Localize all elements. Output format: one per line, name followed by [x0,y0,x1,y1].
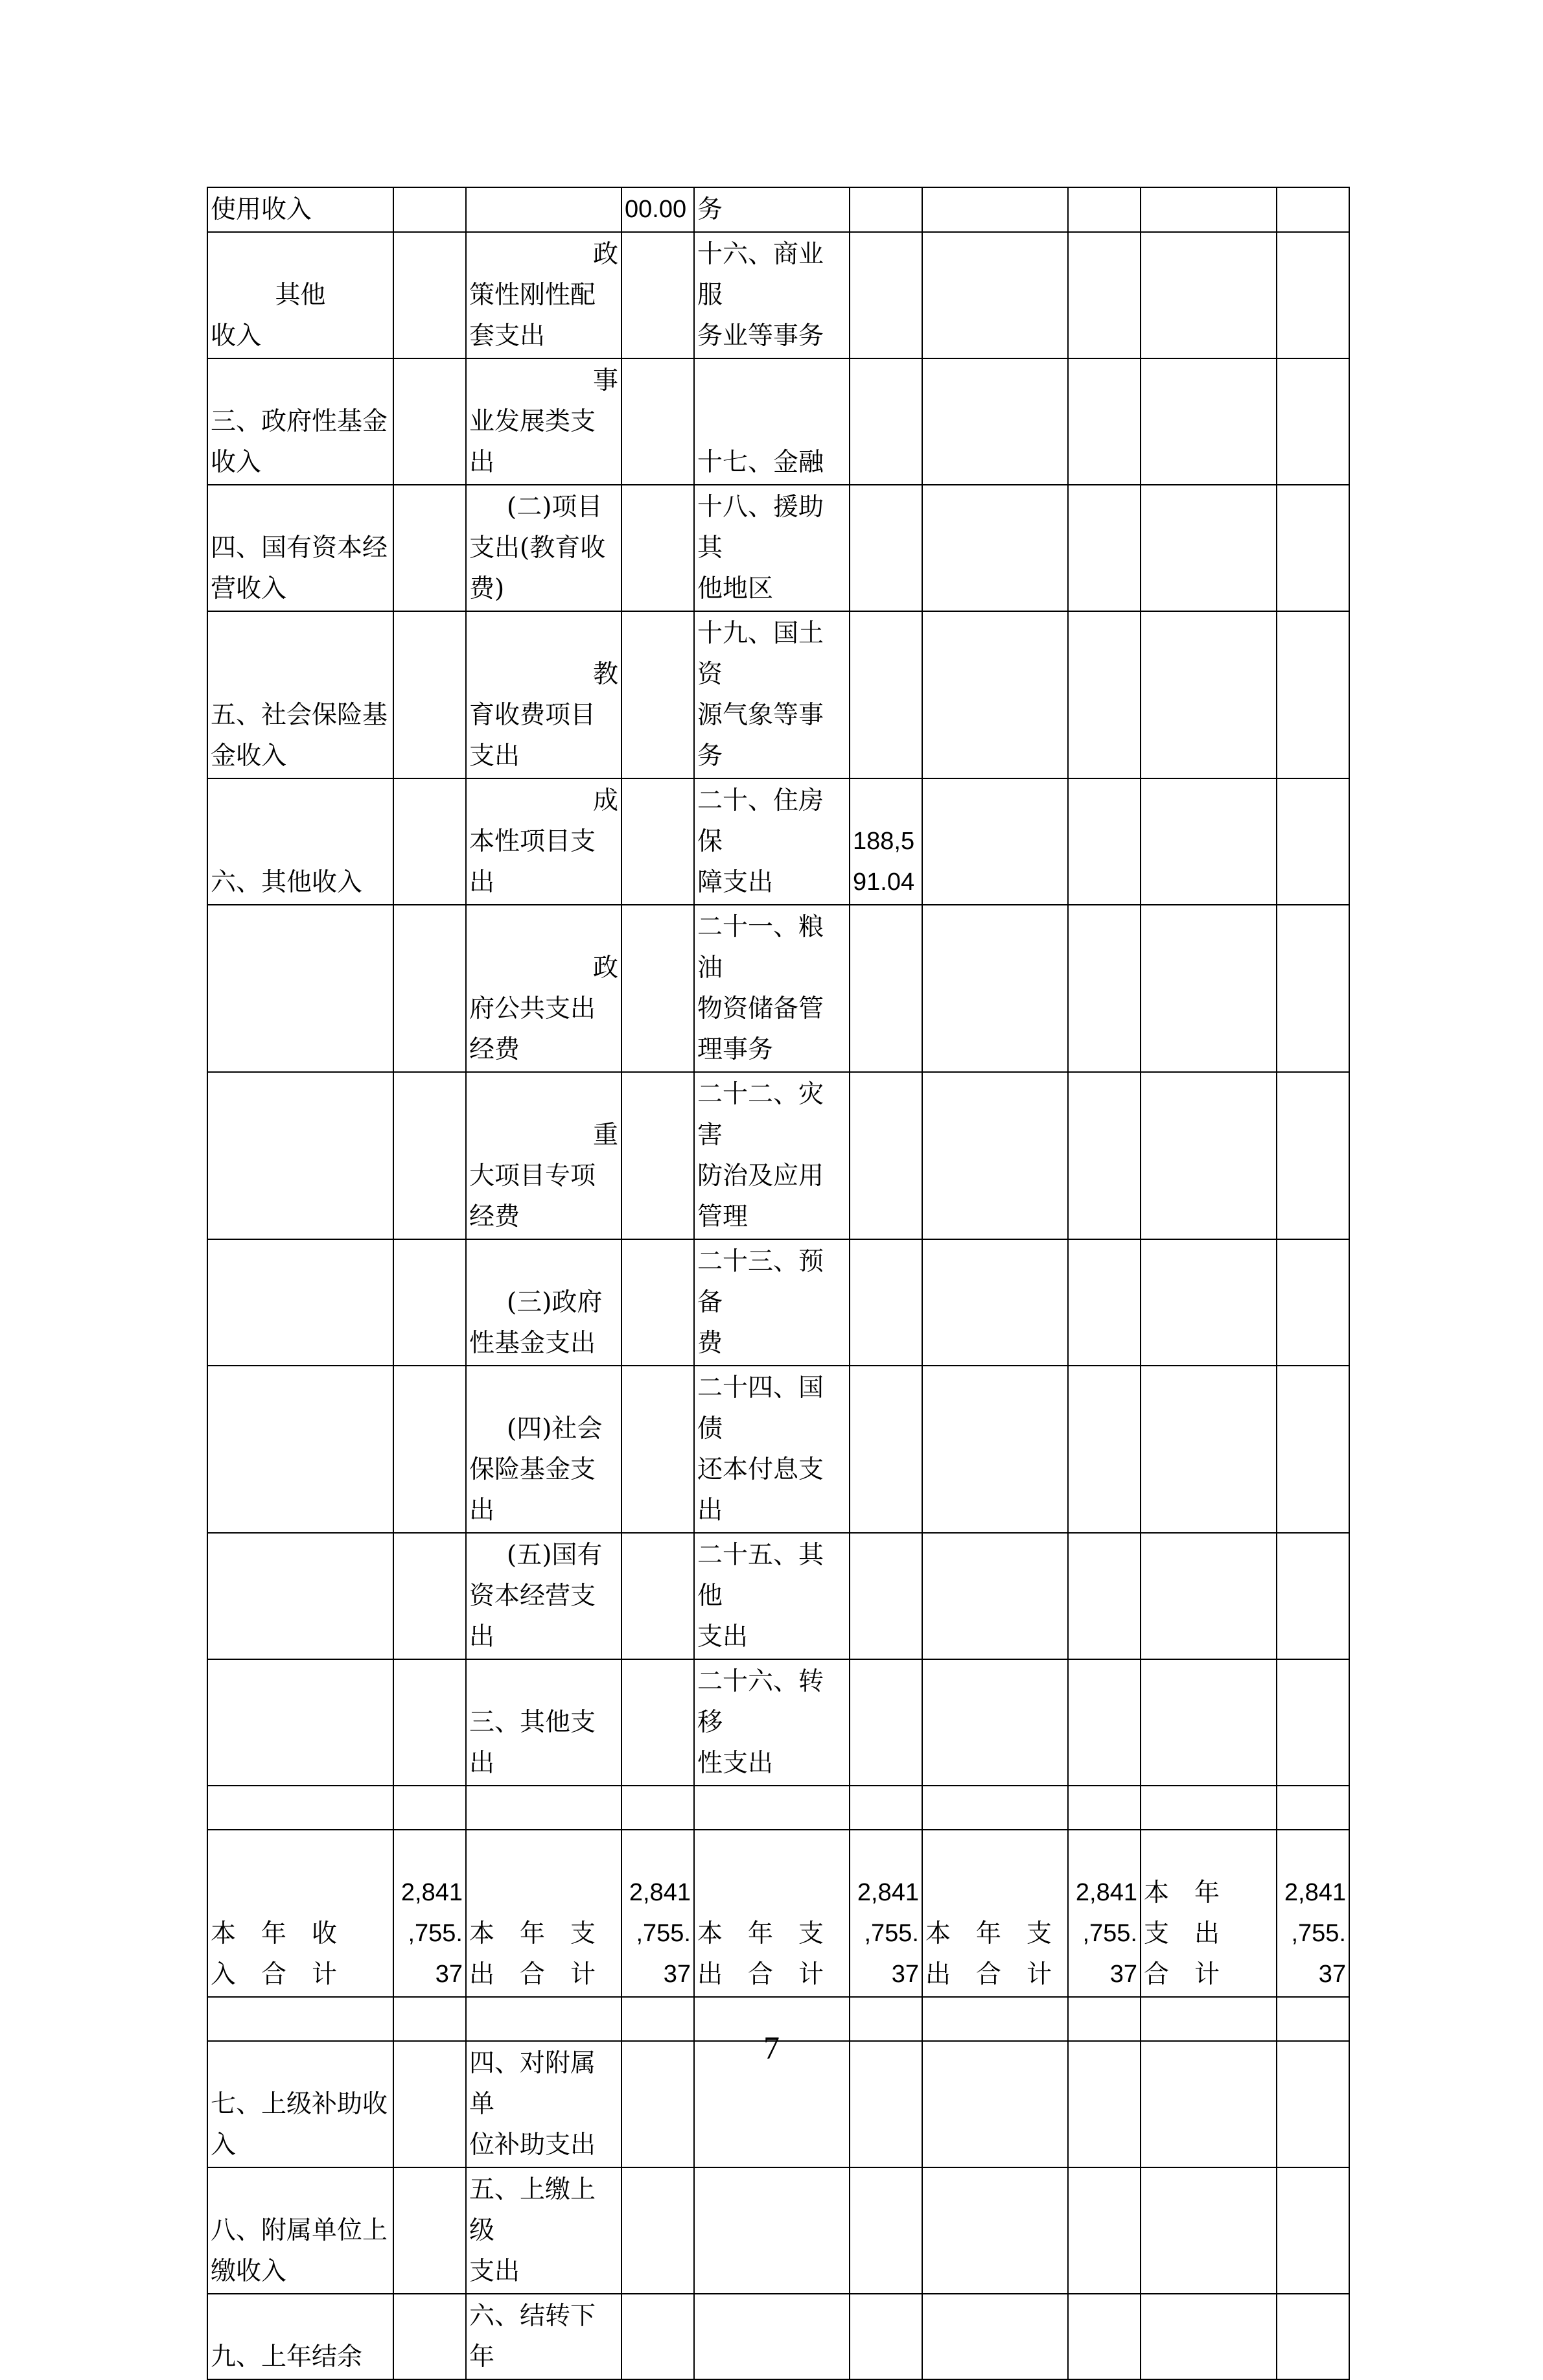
table-cell: 二十一、粮油 物资储备管 理事务 [694,905,850,1072]
table-cell: 二十六、转移 性支出 [694,1659,850,1786]
table-cell: 十九、国土资 源气象等事 务 [694,611,850,778]
table-cell [1068,2294,1141,2379]
table-cell: 九、上年结余 [207,2294,393,2379]
table-cell: 十七、金融 [694,358,850,485]
table-cell [393,1533,466,1659]
table-cell [1277,1239,1349,1366]
table-cell [1068,1659,1141,1786]
table-cell [466,485,621,611]
table-cell [393,2167,466,2294]
cell-line: 业发展类支 [469,407,596,436]
table-cell [1277,1366,1349,1533]
table-cell [393,1366,466,1533]
table-cell [922,611,1068,778]
table-cell [850,485,922,611]
table-cell [466,358,621,485]
table-cell [621,358,694,485]
table-cell [1141,232,1277,358]
table-cell [922,358,1068,485]
table-cell [393,485,466,611]
cell-line: (三)政府 [507,1288,603,1317]
table-cell [1068,358,1141,485]
table-cell [850,187,922,232]
table-cell [850,1072,922,1239]
cell-line: 其他 [275,281,326,310]
cell-line: 支出(教育收 [469,533,606,563]
table-cell [922,778,1068,905]
table-cell [393,232,466,358]
table-cell [1141,1366,1277,1533]
table-row [207,611,1349,778]
table-cell [850,905,922,1072]
table-cell [1141,611,1277,778]
table-cell [1277,778,1349,905]
table-cell [393,1659,466,1786]
table-cell: 188,5 91.04 [850,778,922,905]
table-cell [466,611,621,778]
table-cell: 三、其他支出 [466,1659,621,1786]
table-row [207,1366,1349,1533]
table-row [207,187,1349,232]
table-cell [1277,232,1349,358]
table-cell [1068,485,1141,611]
cell-line: 政 [592,953,618,983]
table-cell [1141,1786,1277,1830]
table-cell [1277,1786,1349,1830]
table-cell [922,187,1068,232]
table-cell [1068,2167,1141,2294]
table-row [207,1072,1349,1239]
table-cell [922,232,1068,358]
table-cell [207,1366,393,1533]
table-cell: 2,841 ,755. 37 [1277,1830,1349,1997]
cell-line: 保险基金支 [469,1455,596,1484]
table-row [207,2167,1349,2294]
table-cell [850,1366,922,1533]
table-cell [850,1533,922,1659]
table-cell: 十六、商业服 务业等事务 [694,232,850,358]
table-cell [621,1239,694,1366]
table-cell: 2,841 ,755. 37 [393,1830,466,1997]
table-cell [850,611,922,778]
cell-line: 费) [469,574,505,603]
table-cell [850,232,922,358]
table-cell [466,187,621,232]
table-row [207,1830,1349,1997]
cell-line: 育收费项目 [469,701,596,730]
table-cell [694,2167,850,2294]
cell-line: 出 [469,1496,495,1525]
table-cell [922,1239,1068,1366]
table-cell: 四、对附属单 位补助支出 [466,2041,621,2167]
table-cell [393,187,466,232]
table-cell [466,905,621,1072]
table-cell [393,1239,466,1366]
table-cell: 本 年 收 入 合 计 [207,1830,393,1997]
table-cell [621,1533,694,1659]
cell-line: 资本经营支 [469,1581,596,1611]
table-cell: 务 [694,187,850,232]
cell-line: 支出 [469,741,520,771]
table-row [207,1659,1349,1786]
table-cell: 二十三、预备 费 [694,1239,850,1366]
table-cell [1277,187,1349,232]
table-cell [621,1786,694,1830]
cell-line: 性基金支出 [469,1329,596,1358]
table-cell [1068,1786,1141,1830]
table-cell [1141,485,1277,611]
table-cell [393,358,466,485]
table-row [207,2294,1349,2379]
table-cell [1277,1659,1349,1786]
cell-line: 教 [592,660,618,689]
table-cell: 四、国有资本经 营收入 [207,485,393,611]
table-cell [1141,905,1277,1072]
table-cell [850,1786,922,1830]
table-cell [1277,905,1349,1072]
table-cell [207,905,393,1072]
table-cell: 八、附属单位上 缴收入 [207,2167,393,2294]
table-cell [207,232,393,358]
table-cell [621,1659,694,1786]
table-cell: 三、政府性基金 收入 [207,358,393,485]
table-row [207,1533,1349,1659]
cell-line: 出 [469,448,495,477]
table-cell [1277,2294,1349,2379]
cell-line: 套支出 [469,321,546,351]
table-cell [850,1239,922,1366]
cell-line: (二)项目 [507,493,603,522]
table-row [207,358,1349,485]
table-cell: 二十、住房保 障支出 [694,778,850,905]
table-cell [922,2294,1068,2379]
cell-line: 成 [592,786,618,815]
table-cell: 使用收入 [207,187,393,232]
table-cell [393,1072,466,1239]
table-cell [1141,358,1277,485]
table-cell [393,2294,466,2379]
page-number: 7 [763,2029,780,2066]
table-cell [1277,2167,1349,2294]
table-cell [922,485,1068,611]
table-cell [1068,1366,1141,1533]
table-cell: 二十二、灾害 防治及应用 管理 [694,1072,850,1239]
table-cell [621,2294,694,2379]
table-cell: 十八、援助其 他地区 [694,485,850,611]
table-cell [621,905,694,1072]
table-cell [621,1072,694,1239]
cell-line: 经费 [469,1202,520,1231]
table-cell [621,485,694,611]
table-cell [1277,485,1349,611]
table-cell [466,232,621,358]
table-cell [207,1072,393,1239]
table-cell [207,1239,393,1366]
cell-line: (五)国有 [507,1541,603,1570]
table-cell [207,1533,393,1659]
table-cell [466,1786,621,1830]
table-cell [1068,905,1141,1072]
table-cell [850,2294,922,2379]
table-cell [621,1366,694,1533]
table-cell: 二十五、其他 支出 [694,1533,850,1659]
table-cell [621,232,694,358]
table-cell [393,1786,466,1830]
table-cell [850,1659,922,1786]
table-cell [850,358,922,485]
table-cell [922,1072,1068,1239]
table-cell: 本 年 支 出 合 计 [1141,1830,1277,1997]
table-cell [1068,1072,1141,1239]
table-cell [466,1533,621,1659]
table-cell [1277,1533,1349,1659]
table-cell [694,1786,850,1830]
table-cell [1277,611,1349,778]
cell-line: 经费 [469,1035,520,1064]
table-cell: 五、社会保险基 金收入 [207,611,393,778]
table-row [207,232,1349,358]
table-cell [466,1239,621,1366]
table-cell: 七、上级补助收 入 [207,2041,393,2167]
table-cell [922,905,1068,1072]
table-cell: 六、结转下年 [466,2294,621,2379]
table-cell [1277,1072,1349,1239]
table-cell [922,1533,1068,1659]
table-cell [621,2167,694,2294]
table-row [207,485,1349,611]
table-cell [621,778,694,905]
table-cell [466,778,621,905]
table-cell [1141,2294,1277,2379]
cell-line: (四)社会 [507,1414,603,1443]
table-cell [207,1659,393,1786]
table-cell: 2,841 ,755. 37 [850,1830,922,1997]
table-cell: 五、上缴上级 支出 [466,2167,621,2294]
table-cell [1141,1239,1277,1366]
table-cell [1068,611,1141,778]
table-cell [694,2294,850,2379]
table-cell [1068,778,1141,905]
table-row [207,1239,1349,1366]
cell-line: 府公共支出 [469,994,596,1023]
table-cell [1068,232,1141,358]
table-cell [1141,1072,1277,1239]
table-cell [1068,1239,1141,1366]
cell-line: 策性刚性配 [469,281,596,310]
table-cell [850,2167,922,2294]
table-cell: 二十四、国债 还本付息支 出 [694,1366,850,1533]
table-row [207,778,1349,905]
cell-line: 政 [592,240,618,269]
table-cell [393,611,466,778]
table-cell [393,778,466,905]
table-cell: 2,841 ,755. 37 [621,1830,694,1997]
table-row [207,1786,1349,1830]
table-cell [1068,187,1141,232]
table-cell: 六、其他收入 [207,778,393,905]
table-cell [207,1786,393,1830]
table-cell: 本 年 支 出 合 计 [466,1830,621,1997]
cell-line: 收入 [211,321,262,351]
cell-line: 重 [592,1121,618,1150]
table-cell [393,905,466,1072]
table-row [207,905,1349,1072]
cell-line: 大项目专项 [469,1161,596,1191]
table-cell [922,1366,1068,1533]
cell-line: 出 [469,868,495,897]
table-cell [922,1786,1068,1830]
table-cell [466,1072,621,1239]
table-cell [922,2167,1068,2294]
cell-line: 出 [469,1622,495,1651]
cell-line: 事 [592,366,618,395]
table-cell: 00.00 [621,187,694,232]
table-cell [1068,1533,1141,1659]
table-cell [621,611,694,778]
table-cell: 本 年 支 出 合 计 [922,1830,1068,1997]
table-cell [1141,187,1277,232]
table-cell [922,1659,1068,1786]
table-cell [1141,778,1277,905]
table-cell [466,1366,621,1533]
table-cell [1277,358,1349,485]
table-cell: 本 年 支 出 合 计 [694,1830,850,1997]
cell-line: 本性项目支 [469,827,596,856]
table-cell [1141,2167,1277,2294]
table-cell [1141,1659,1277,1786]
table-cell: 2,841 ,755. 37 [1068,1830,1141,1997]
table-cell [1141,1533,1277,1659]
